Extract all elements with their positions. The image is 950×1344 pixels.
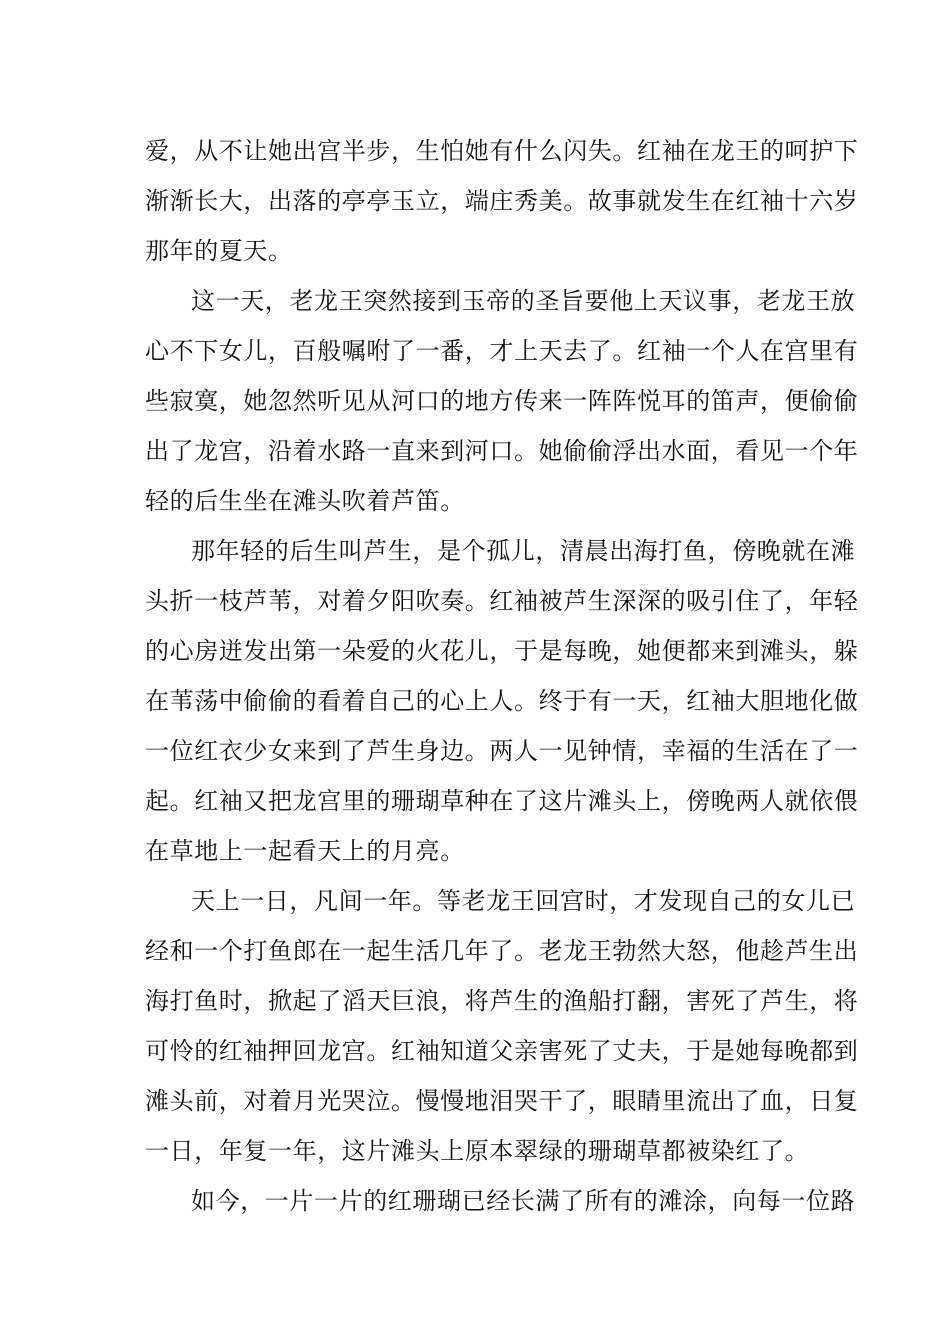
paragraph-start-line: 天上一日，凡间一年。等老龙王回宫时，才发现自己的女儿已 (191, 887, 856, 915)
text-line: 一日，年复一年，这片滩头上原本翠绿的珊瑚草都被染红了。 (145, 1137, 810, 1165)
text-line: 些寂寞，她忽然听见从河口的地方传来一阵阵悦耳的笛声，便偷偷 (145, 387, 859, 415)
paragraph-start-line: 那年轻的后生叫芦生，是个孤儿，清晨出海打鱼，傍晚就在滩 (191, 537, 856, 565)
paragraph-start-line: 如今，一片一片的红珊瑚已经长满了所有的滩涂，向每一位路 (191, 1187, 856, 1215)
text-line: 起。红袖又把龙宫里的珊瑚草种在了这片滩头上，傍晚两人就依偎 (145, 787, 859, 815)
story-text (145, 126, 859, 1226)
text-line: 在草地上一起看天上的月亮。 (145, 837, 465, 865)
text-line: 滩头前，对着月光哭泣。慢慢地泪哭干了，眼睛里流出了血，日复 (145, 1087, 859, 1115)
text-line: 在苇荡中偷偷的看着自己的心上人。终于有一天，红袖大胆地化做 (145, 687, 859, 715)
text-line: 经和一个打鱼郎在一起生活几年了。老龙王勃然大怒，他趁芦生出 (145, 937, 859, 965)
text-line: 一位红衣少女来到了芦生身边。两人一见钟情，幸福的生活在了一 (145, 737, 859, 765)
text-line: 爱，从不让她出宫半步，生怕她有什么闪失。红袖在龙王的呵护下 (145, 137, 859, 165)
text-line: 出了龙宫，沿着水路一直来到河口。她偷偷浮出水面，看见一个年 (145, 437, 859, 465)
text-line: 轻的后生坐在滩头吹着芦笛。 (145, 487, 465, 515)
text-line: 海打鱼时，掀起了滔天巨浪，将芦生的渔船打翻，害死了芦生，将 (145, 987, 859, 1015)
text-line: 渐渐长大，出落的亭亭玉立，端庄秀美。故事就发生在红袖十六岁 (145, 187, 859, 215)
text-line: 可怜的红袖押回龙宫。红袖知道父亲害死了丈夫，于是她每晚都到 (145, 1037, 859, 1065)
text-line: 头折一枝芦苇，对着夕阳吹奏。红袖被芦生深深的吸引住了，年轻 (145, 587, 859, 615)
text-line: 的心房迸发出第一朵爱的火花儿，于是每晚，她便都来到滩头，躲 (145, 637, 859, 665)
text-line: 心不下女儿，百般嘱咐了一番，才上天去了。红袖一个人在宫里有 (145, 337, 859, 365)
text-line: 那年的夏天。 (145, 237, 293, 265)
paragraph-start-line: 这一天，老龙王突然接到玉帝的圣旨要他上天议事，老龙王放 (191, 287, 856, 315)
